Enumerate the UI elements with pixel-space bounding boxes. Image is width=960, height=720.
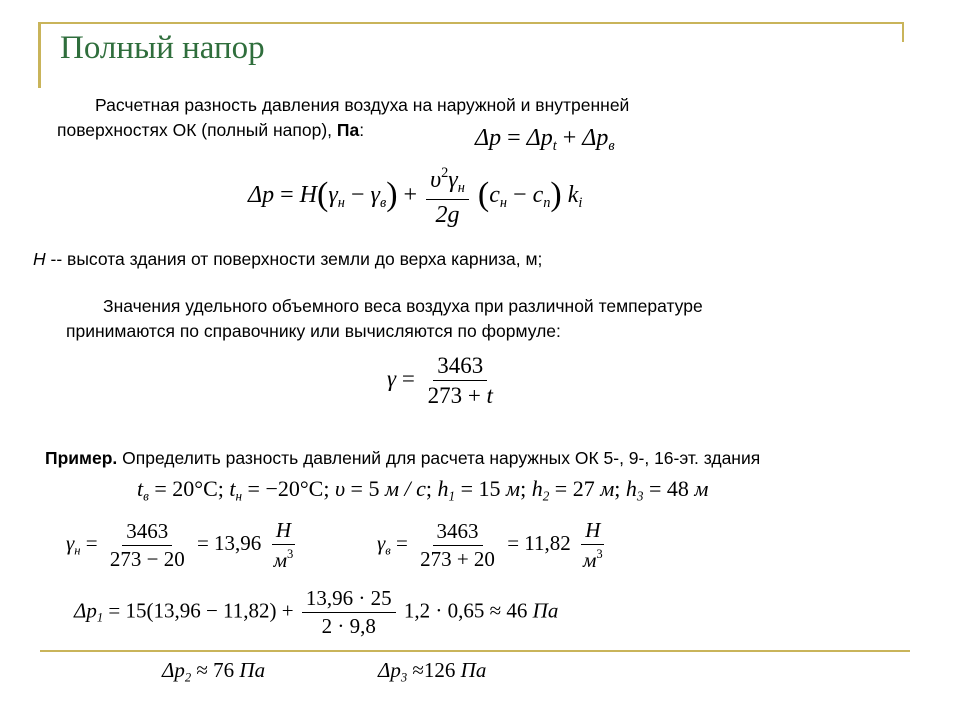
- cond-h2: h: [531, 476, 543, 501]
- formula-main-gamma-v-sub: в: [379, 194, 387, 211]
- cond-tv-sub: в: [143, 488, 149, 504]
- gamma-n-fraction: [106, 518, 189, 571]
- h-definition: [33, 247, 542, 271]
- formula-main-k: k: [567, 181, 579, 208]
- formula-gamma: γ = $\frac{3463}{273 + t}$: [387, 354, 500, 407]
- formula-main-gamma-v: γ: [370, 181, 380, 208]
- formula-main-H: H: [299, 181, 317, 208]
- frame-left-line: [38, 22, 41, 88]
- dp3-lhs: Δp: [378, 658, 401, 682]
- dp1-part2: 1,2 · 0,65 ≈ 46: [403, 598, 533, 623]
- cond-tn: t: [229, 476, 236, 501]
- dp2-val: ≈ 76: [191, 658, 240, 682]
- formula-total-lhs: Δp: [475, 125, 502, 151]
- cond-h2-unit: м: [600, 476, 615, 501]
- formula-dp2: [162, 660, 265, 684]
- formula-gamma-lhs: γ: [387, 365, 397, 391]
- formula-gamma-fraction: [424, 354, 497, 407]
- gamma-v-num: 3463: [433, 521, 483, 546]
- gamma-v-lhs: γ: [377, 531, 386, 556]
- gamma-n-den: 273 − 20: [109, 546, 185, 571]
- formula-dp3: [378, 660, 486, 684]
- gamma-n-lhs: γ: [66, 531, 75, 556]
- formula-main-gamma-n: γ: [328, 181, 338, 208]
- cond-h1-end: ;: [520, 476, 532, 501]
- formula-gamma-den-t: t: [486, 383, 493, 408]
- cond-h3-sub: 3: [636, 488, 644, 504]
- dp3-sub: 3: [400, 670, 408, 685]
- formula-main-fraction: [426, 166, 469, 227]
- gamma-n-num: 3463: [122, 521, 172, 546]
- formula-main-frac-gamma: γ: [448, 167, 458, 194]
- paragraph1-line2: [57, 118, 364, 142]
- cond-h2-val: = 27: [549, 476, 601, 501]
- paragraph1-line1: Расчетная разность давления воздуха на наружной и внутренней: [95, 95, 630, 115]
- frame-bottom-line: [40, 650, 910, 652]
- formula-gamma-num: 3463: [433, 354, 487, 381]
- dp1-fraction: [302, 588, 396, 637]
- gamma-v-result: = 11,82: [507, 531, 571, 556]
- cond-v-end: ;: [425, 476, 438, 501]
- dp3-unit: Па: [460, 658, 487, 682]
- dp1-num: 13,96 · 25: [302, 588, 396, 613]
- cond-tv-val: = 20°C;: [148, 476, 230, 501]
- formula-gamma-n: $\gamma_н$ = $\frac{3463}{273 - 20}$ = 13,96 $\frac{Н}{м^3}$: [66, 520, 300, 571]
- dp2-unit: Па: [239, 658, 266, 682]
- formula-main-c-p-sub: п: [543, 194, 551, 211]
- gamma-n-unit-den: м: [273, 547, 287, 572]
- cond-h1-sub: 1: [448, 488, 456, 504]
- cond-h3-val: = 48: [643, 476, 695, 501]
- gamma-v-sub: в: [385, 543, 391, 558]
- gamma-n-sub: н: [74, 543, 81, 558]
- gamma-n-unit: [270, 520, 298, 571]
- cond-h2-sub: 2: [542, 488, 550, 504]
- dp3-val: ≈126: [407, 658, 461, 682]
- formula-main-v-pow: 2: [441, 165, 449, 181]
- paragraph1-line2-text: поверхностях ОК (полный напор),: [57, 120, 333, 140]
- cond-h1-unit: м: [506, 476, 521, 501]
- gamma-v-fraction: [416, 518, 499, 571]
- dp1-lhs: Δp: [74, 598, 97, 623]
- formula-total-rhs-a: Δp: [526, 125, 553, 151]
- formula-total-rhs-b: Δp: [582, 125, 609, 151]
- formula-main-frac-den: 2g: [435, 201, 460, 228]
- paragraph1-unit: Па: [336, 120, 360, 140]
- cond-v-val: = 5: [345, 476, 385, 501]
- formula-main: $\Delta p = H(\gamma_н - \gamma_в)$ + $\frac{\upsilon^2\gamma_н}{2g}$ $(c_н - c_п)$ $k_i$: [248, 165, 583, 228]
- cond-tv: t: [137, 476, 144, 501]
- frame-right-line: [902, 22, 904, 42]
- h-definition-text: -- высота здания от поверхности земли до верха карниза, м;: [45, 249, 543, 269]
- cond-h2-end: ;: [614, 476, 626, 501]
- formula-main-c-n: c: [489, 181, 500, 208]
- dp1-den: 2 · 9,8: [321, 614, 376, 638]
- formula-total-pressure: $\Delta p = \Delta p_t + \Delta p_в$: [475, 125, 615, 155]
- paragraph1-colon: :: [359, 120, 365, 140]
- gamma-v-unit-pow: 3: [596, 547, 603, 561]
- formula-gamma-den-a: 273 +: [427, 383, 487, 408]
- cond-v-unit: м / с: [384, 476, 426, 501]
- formula-gamma-v: $\gamma_в$ = $\frac{3463}{273 + 20}$ = 11,82 $\frac{Н}{м^3}$: [377, 520, 610, 571]
- gamma-v-unit: [579, 520, 607, 571]
- cond-tn-sub: н: [235, 488, 243, 504]
- formula-main-lhs: Δp: [248, 181, 275, 208]
- formula-main-k-sub: i: [578, 194, 583, 211]
- dp2-lhs: Δp: [162, 658, 185, 682]
- gamma-n-result: = 13,96: [196, 531, 262, 556]
- example-conditions: [137, 478, 708, 503]
- gamma-n-unit-num: Н: [275, 518, 291, 542]
- formula-main-v: υ: [430, 167, 442, 194]
- formula-main-c-n-sub: н: [499, 194, 508, 211]
- paragraph2-line1: Значения удельного объемного веса воздуха при различной температуре: [103, 296, 703, 316]
- gamma-v-den: 273 + 20: [420, 546, 495, 571]
- example-line: [45, 446, 760, 470]
- cond-tn-val: = −20°C;: [242, 476, 335, 501]
- example-text: Определить разность давлений для расчета наружных ОК 5-, 9-, 16-эт. здания: [117, 448, 761, 468]
- cond-h1-val: = 15: [455, 476, 507, 501]
- dp1-unit: Па: [532, 598, 559, 623]
- formula-dp1: [74, 588, 558, 637]
- dp1-part1: = 15(13,96 − 11,82) +: [103, 598, 299, 623]
- gamma-v-unit-den: м: [583, 547, 597, 572]
- cond-v: υ: [334, 476, 346, 501]
- slide-title: Полный напор: [60, 30, 265, 66]
- dp2-sub: 2: [184, 670, 192, 685]
- cond-h1: h: [437, 476, 449, 501]
- dp1-sub: 1: [96, 610, 104, 625]
- gamma-v-unit-num: Н: [585, 518, 601, 542]
- formula-main-gamma-n-sub: н: [337, 194, 345, 211]
- cond-h3: h: [625, 476, 637, 501]
- formula-main-frac-gamma-sub: н: [457, 180, 465, 197]
- formula-total-sub-a: t: [552, 138, 557, 155]
- cond-h3-unit: м: [694, 476, 709, 501]
- paragraph2-line2: принимаются по справочнику или вычисляются по формуле:: [66, 321, 561, 341]
- gamma-n-unit-pow: 3: [286, 547, 294, 561]
- h-definition-symbol: H: [33, 249, 46, 269]
- formula-total-sub-b: в: [608, 138, 615, 155]
- frame-top-line: [40, 22, 904, 24]
- formula-main-c-p: c: [532, 181, 544, 208]
- example-label: Пример.: [45, 448, 118, 468]
